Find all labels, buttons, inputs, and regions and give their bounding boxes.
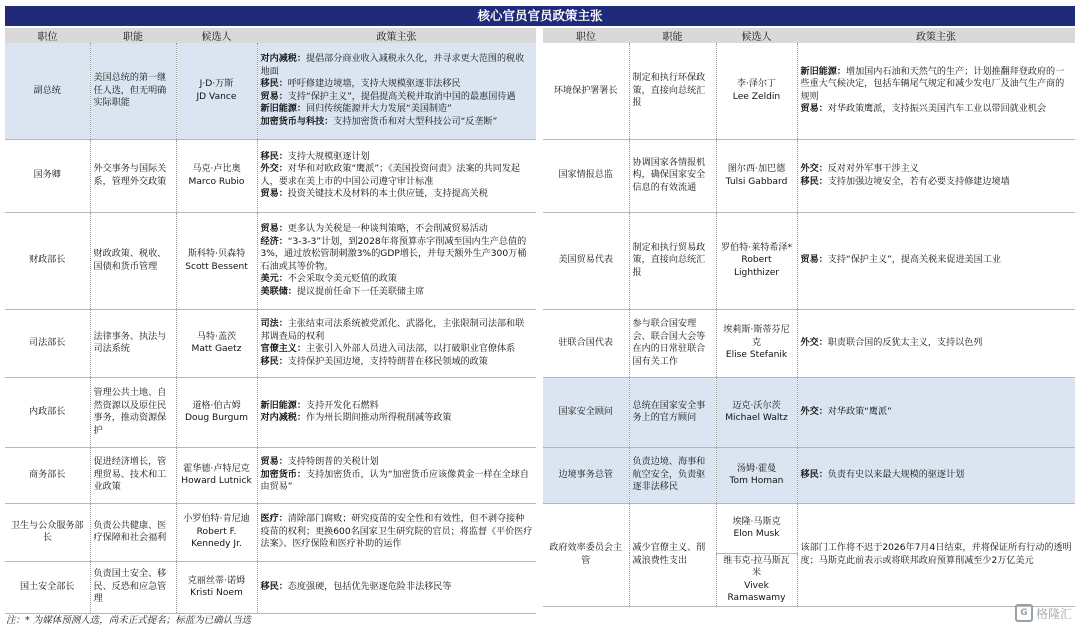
policy-key: 新旧能源： — [260, 104, 306, 115]
policy-key: 对内减税： — [260, 54, 306, 65]
policy-cell — [257, 447, 536, 503]
policy-cell — [257, 43, 536, 139]
watermark — [1015, 604, 1072, 622]
policy-key: 贸易： — [260, 91, 288, 102]
candidate-cell — [716, 503, 797, 553]
position-name: 美国贸易代表 — [558, 255, 614, 266]
duty-text: 减少官僚主义、削减浪费性支出 — [632, 543, 706, 566]
policy-value: 支持“保护主义”，提高关税来促进美国工业 — [827, 255, 1001, 266]
position-name: 边境事务总管 — [558, 469, 614, 480]
policy-key: 加密货币与科技： — [260, 116, 334, 127]
position-name: 副总统 — [33, 85, 61, 96]
candidate-name-zh: 霍华德·卢特尼克 — [183, 463, 250, 474]
candidate-name-en: JD Vance — [196, 91, 237, 102]
left-header-row — [5, 28, 536, 43]
policy-item — [801, 337, 1073, 350]
policy-item — [801, 176, 1073, 189]
table-row — [5, 309, 536, 377]
candidate-name-zh: 斯科特·贝森特 — [187, 249, 246, 259]
policy-item — [801, 163, 1073, 176]
policy-key: 移民： — [260, 79, 288, 90]
policy-key: 新旧能源： — [260, 400, 306, 411]
header-duty: 职能 — [90, 28, 176, 43]
policy-key: 贸易： — [260, 224, 288, 234]
candidate-name-zh: 李·泽尔丁 — [736, 79, 777, 90]
policy-value: 提倡部分商业收入减税永久化，并寻求更大范围的税收地面 — [260, 54, 525, 77]
policy-key: 移民： — [260, 151, 288, 162]
candidate-cell — [716, 212, 797, 309]
candidate-name-zh: 小罗伯特·肯尼迪 — [183, 514, 250, 525]
duty-cell — [629, 447, 716, 503]
candidate-cell — [716, 553, 797, 606]
table-row — [5, 377, 536, 447]
policy-item — [261, 103, 534, 116]
candidate-name-en: Tulsi Gabbard — [725, 176, 788, 187]
duty-cell — [90, 503, 176, 561]
candidate-cell — [176, 43, 257, 139]
policy-item — [261, 456, 534, 469]
policy-item — [261, 343, 534, 356]
table-row — [543, 503, 1075, 553]
policy-cell — [257, 503, 536, 561]
position-cell — [543, 447, 629, 503]
table-row — [543, 309, 1075, 377]
policy-cell — [257, 139, 536, 212]
footnote: 注：* 为媒体预测人选，尚未正式提名；标蓝为已确认当选 — [6, 615, 252, 626]
table-row — [543, 377, 1075, 447]
policy-value: 支持保护美国边境，支持特朗普在移民领域的政策 — [287, 356, 488, 367]
policy-item — [801, 469, 1073, 482]
candidate-name-zh: 汤姆·霍曼 — [736, 463, 777, 474]
policy-cell — [797, 43, 1075, 139]
right-header-row — [543, 28, 1075, 43]
policy-key: 贸易： — [800, 104, 828, 115]
policy-key: 官僚主义： — [260, 344, 306, 354]
candidate-cell — [716, 447, 797, 503]
policy-item — [261, 581, 534, 594]
position-cell — [5, 43, 90, 139]
policy-cell — [257, 377, 536, 447]
policy-cell — [797, 447, 1075, 503]
position-name: 环境保护署署长 — [553, 85, 618, 96]
header-policy: 政策主张 — [257, 28, 536, 43]
policy-item — [801, 103, 1073, 116]
position-cell — [5, 377, 90, 447]
position-cell — [543, 139, 629, 212]
policy-value: 增加国内石油和天然气的生产；计划推翻拜登政府的一些重大气候决定，包括车辆尾气规定和减少发电厂及油气生产商的规则 — [800, 66, 1065, 102]
candidate-cell — [716, 43, 797, 139]
policy-value: 回归传统能源并大力发展“美国制造” — [305, 104, 452, 115]
policy-item — [261, 236, 534, 274]
candidate-name-zh: 道格·伯古姆 — [192, 400, 241, 411]
policy-key: 贸易： — [260, 457, 288, 468]
policy-item — [261, 78, 534, 91]
policy-value: “3-3-3”计划，到2028年将预算赤字削减至国内生产总值的3%，通过放松管制刺激3%的GDP增长，并每天额外生产300万桶石油或其等价物。 — [260, 236, 527, 272]
policy-key: 外交： — [260, 164, 288, 174]
policy-value: 态度强硬，包括优先驱逐危险非法移民等 — [287, 581, 452, 592]
policy-value: 对华政策鹰派，支持振兴美国汽车工业以带回就业机会 — [827, 104, 1047, 115]
policy-item — [261, 163, 534, 188]
position-cell — [5, 212, 90, 309]
policy-key: 医疗： — [260, 514, 288, 525]
candidate-cell — [716, 309, 797, 377]
header-duty: 职能 — [629, 28, 716, 43]
policy-value: 更多认为关税是一种谈判策略，不会削减贸易活动 — [287, 224, 488, 234]
policy-value: 职责联合国的反犹太主义，支持以色列 — [827, 337, 983, 348]
table-row — [543, 139, 1075, 212]
policy-value: 负责有史以来最大规模的驱逐计划 — [827, 469, 965, 480]
duty-cell — [629, 212, 716, 309]
policy-item — [261, 116, 534, 129]
duty-cell — [629, 43, 716, 139]
duty-text: 参与联合国安理会、联合国大会等在内的日常驻联合国有关工作 — [632, 319, 706, 367]
duty-cell — [90, 377, 176, 447]
policy-cell — [257, 309, 536, 377]
candidate-name-zh: 埃莉斯·斯蒂芬尼克 — [723, 325, 790, 348]
candidate-name-en: Robert F. Kennedy Jr. — [191, 526, 242, 550]
duty-text: 总统在国家安全事务上的官方顾问 — [632, 400, 706, 423]
policy-value: 作为州长期间推动所得税削减等政策 — [305, 413, 452, 423]
position-name: 国家情报总监 — [558, 170, 614, 181]
candidate-name-en: Marco Rubio — [188, 176, 245, 187]
policy-key: 司法： — [260, 319, 288, 329]
duty-text: 管理公共土地、自然资源以及原住民事务，推动资源保护 — [93, 388, 167, 436]
position-name: 政府效率委员会主管 — [549, 543, 623, 566]
policy-cell — [257, 561, 536, 613]
policy-item — [261, 469, 534, 494]
candidate-name-zh: J·D·万斯 — [199, 79, 234, 90]
policy-item — [261, 53, 534, 78]
duty-text: 促进经济增长，管理贸易、技术和工业政策 — [93, 457, 167, 493]
policy-key: 外交： — [800, 164, 828, 174]
candidate-cell — [176, 309, 257, 377]
position-name: 财政部长 — [29, 255, 66, 266]
position-cell — [5, 447, 90, 503]
policy-key: 外交： — [800, 406, 828, 417]
policy-cell — [797, 212, 1075, 309]
table-row — [5, 561, 536, 613]
policy-item — [261, 513, 534, 551]
policy-item — [261, 400, 534, 413]
policy-key: 美联储： — [260, 286, 297, 297]
duty-cell — [629, 503, 716, 606]
candidate-cell — [176, 561, 257, 613]
policy-item — [261, 91, 534, 104]
duty-cell — [629, 139, 716, 212]
candidate-cell — [716, 139, 797, 212]
position-cell — [5, 309, 90, 377]
position-name: 国务卿 — [33, 170, 61, 181]
candidate-cell — [176, 139, 257, 212]
candidate-name-zh: 马克·卢比奥 — [192, 164, 241, 174]
position-name: 驻联合国代表 — [558, 337, 614, 348]
policy-value: 主张引入外部人员进入司法部，以打破职业官僚体系 — [305, 344, 516, 354]
policy-cell — [797, 139, 1075, 212]
candidate-name-en: Elise Stefanik — [725, 350, 788, 361]
position-name: 国土安全部长 — [19, 581, 75, 592]
policy-key: 新旧能源： — [800, 66, 846, 77]
position-name: 内政部长 — [29, 406, 66, 417]
candidate-name-en: Scott Bessent — [185, 261, 248, 272]
header-candidate: 候选人 — [716, 28, 797, 43]
candidate-name-zh: 迈克·沃尔茨 — [732, 400, 781, 411]
policy-key: 外交： — [800, 337, 828, 348]
policy-key: 经济： — [260, 236, 288, 247]
table-row — [5, 447, 536, 503]
policy-key: 贸易： — [800, 255, 828, 266]
policy-cell — [797, 503, 1075, 606]
policy-key: 移民： — [260, 356, 288, 367]
duty-text: 法律事务、执法与司法系统 — [93, 331, 167, 354]
position-cell — [543, 212, 629, 309]
table-row — [5, 43, 536, 139]
policy-item — [261, 356, 534, 369]
table-row — [5, 212, 536, 309]
policy-value: 支持“保护主义”，提倡提高关税并取消中国的最惠国待遇 — [287, 91, 516, 102]
watermark-text: 格隆汇 — [1035, 606, 1072, 621]
policy-item — [261, 151, 534, 164]
candidate-name-zh: 罗伯特·莱特希泽* — [720, 242, 793, 253]
duty-cell — [90, 447, 176, 503]
header-position: 职位 — [5, 28, 90, 43]
candidate-name-en: Elon Musk — [733, 529, 780, 539]
duty-text: 负责边境、海事和航空安全，负责驱逐非法移民 — [632, 457, 706, 493]
position-name: 国家安全顾问 — [558, 406, 614, 417]
policy-value: 对华和对欧政策“鹰派”；《美国投资问责》法案的共同发起人，要求在美上市的中国公司遵守审计标准 — [260, 164, 521, 187]
policy-value: 投资关键技术及材料的本土供应链，支持提高关税 — [287, 189, 488, 199]
position-name: 司法部长 — [29, 337, 66, 348]
policy-cell — [797, 309, 1075, 377]
candidate-name-en: Vivek Ramaswamy — [727, 580, 786, 603]
table-row — [5, 139, 536, 212]
duty-cell — [629, 377, 716, 447]
policy-item — [261, 412, 534, 425]
duty-text: 协调国家各情报机构，确保国家安全信息的有效流通 — [632, 157, 706, 193]
policy-value: 呼吁修建边境墙，支持大规模驱逐非法移民 — [287, 79, 461, 90]
candidate-name-en: Matt Gaetz — [191, 344, 242, 354]
table-title: 核心官员官员政策主张 — [5, 6, 1075, 26]
duty-cell — [90, 561, 176, 613]
policy-item — [261, 223, 534, 236]
position-cell — [543, 43, 629, 139]
policy-value: 支持开发化石燃料 — [305, 400, 379, 411]
policy-item — [261, 188, 534, 201]
duty-text: 制定和执行环保政策，直接向总统汇报 — [632, 73, 706, 108]
policy-item — [261, 286, 534, 299]
position-cell — [5, 561, 90, 613]
position-cell — [5, 139, 90, 212]
candidate-cell — [176, 377, 257, 447]
header-position: 职位 — [543, 28, 629, 43]
position-name: 卫生与公众服务部长 — [10, 520, 84, 543]
header-candidate: 候选人 — [176, 28, 257, 43]
policy-value: 支持特朗普的关税计划 — [287, 457, 379, 468]
policy-value: 对华政策“鹰派” — [827, 406, 892, 417]
duty-cell — [90, 43, 176, 139]
candidate-name-zh: 马特·盖茨 — [196, 331, 237, 342]
candidate-cell — [176, 447, 257, 503]
policy-cell — [257, 212, 536, 309]
table-row — [543, 447, 1075, 503]
position-cell — [543, 503, 629, 606]
duty-text: 制定和执行贸易政策，直接向总统汇报 — [632, 242, 706, 278]
policy-value: 支持加密货币和对大型科技公司“反垄断” — [333, 116, 498, 127]
duty-text: 美国总统的第一继任人选，但无明确实际职能 — [93, 73, 167, 108]
candidate-name-en: Howard Lutnick — [181, 476, 252, 486]
candidate-cell — [716, 377, 797, 447]
candidate-name-en: Kristi Noem — [190, 588, 243, 598]
duty-text: 财政政策、税收、国债和货币管理 — [93, 249, 167, 272]
candidate-name-en: Robert Lighthizer — [733, 255, 780, 278]
duty-cell — [90, 212, 176, 309]
candidate-name-en: Doug Burgum — [185, 413, 248, 423]
table-row — [543, 43, 1075, 139]
policy-key: 移民： — [800, 469, 828, 480]
candidate-name-zh: 埃隆·马斯克 — [732, 516, 781, 527]
policy-key: 对内减税： — [260, 413, 306, 423]
candidate-name-zh: 克丽丝蒂·诺姆 — [187, 575, 246, 586]
candidate-name-en: Michael Waltz — [725, 413, 788, 423]
duty-cell — [629, 309, 716, 377]
candidate-name-zh: 维韦克·拉马斯瓦米 — [723, 555, 790, 578]
policy-key: 加密货币： — [260, 469, 306, 480]
position-cell — [5, 503, 90, 561]
table-row — [543, 212, 1075, 309]
header-policy: 政策主张 — [797, 28, 1075, 43]
candidate-name-en: Lee Zeldin — [732, 91, 781, 102]
policy-item — [261, 273, 534, 286]
policy-value: 支持大规模驱逐计划 — [287, 151, 370, 162]
candidate-name-en: Tom Homan — [729, 476, 784, 486]
table-row — [5, 503, 536, 561]
policy-value: 主张结束司法系统被党派化、武器化，主张限制司法部和联邦调查局的权利 — [260, 319, 525, 342]
policy-key: 美元： — [260, 274, 288, 284]
watermark-logo-icon: G — [1015, 604, 1033, 622]
policy-item — [801, 66, 1073, 104]
policy-value: 清除部门腐败；研究疫苗的安全性和有效性，但不剥夺接种疫苗的权利；更换600名国家卫生研究院的官员；将监督《平价医疗法案》、医疗保险和医疗补助的运作 — [260, 514, 533, 550]
candidate-cell — [176, 212, 257, 309]
left-table — [5, 28, 536, 614]
candidate-name-zh: 图尔西·加巴德 — [727, 164, 786, 174]
candidate-cell — [176, 503, 257, 561]
policy-value: 反对对外军事干涉主义 — [827, 164, 919, 174]
duty-text: 负责公共健康、医疗保障和社会福利 — [93, 520, 167, 543]
position-cell — [543, 309, 629, 377]
policy-key: 移民： — [260, 581, 288, 592]
policy-value: 不会采取令美元贬值的政策 — [287, 274, 397, 284]
duty-text: 外交事务与国际关系，管理外交政策 — [93, 164, 167, 187]
right-table — [543, 28, 1075, 607]
position-name: 商务部长 — [29, 469, 66, 480]
policy-key: 移民： — [800, 176, 828, 187]
policy-cell — [797, 377, 1075, 447]
duty-cell — [90, 309, 176, 377]
duty-cell — [90, 139, 176, 212]
policy-item — [801, 254, 1073, 267]
policy-item — [801, 406, 1073, 419]
policy-key: 贸易： — [260, 189, 288, 199]
policy-text: 该部门工作将不迟于2026年7月4日结束，并将保证所有行动的透明度；马斯克此前表示或将联邦政府预算削减至少2万亿美元 — [800, 543, 1072, 566]
policy-value: 提议提前任命下一任美联储主席 — [296, 286, 425, 297]
policy-value: 支持加强边境安全，若有必要支持修建边境墙 — [827, 176, 1010, 187]
duty-text: 负责国土安全、移民、反恐和应急管理 — [93, 569, 167, 605]
policy-item — [261, 318, 534, 343]
policy-value: 支持加密货币，认为“加密货币应该像黄金一样在全球自由贸易” — [260, 469, 529, 493]
position-cell — [543, 377, 629, 447]
